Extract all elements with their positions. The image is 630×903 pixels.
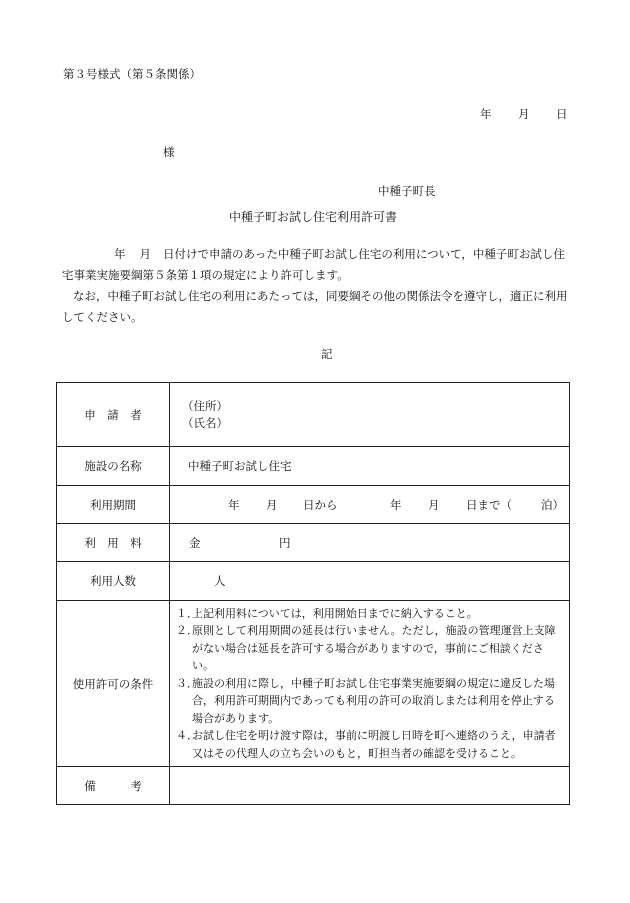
condition-text: 原則として利用期間の延長は行いません。ただし，施設の管理運営上支障がない場合は延長を許可する場合がありますので，事前にご相談ください。 — [192, 624, 556, 673]
date-day-label: 日 — [556, 107, 568, 121]
fee-suffix: 円 — [279, 536, 291, 550]
remarks-label: 備 考 — [57, 767, 170, 805]
permit-details-table — [56, 382, 570, 805]
fee-label: 利 用 料 — [57, 524, 170, 562]
facility-label: 施設の名称 — [57, 447, 170, 486]
period-nights: 泊） — [541, 498, 564, 512]
body-paragraph-2: なお，中種子町お試し住宅の利用にあたっては，同要綱その他の関係法令を遵守し，適正に利用してください。 — [62, 289, 568, 324]
people-suffix: 人 — [214, 574, 226, 588]
applicant-address: （住所） — [182, 398, 228, 413]
condition-number: ２． — [176, 624, 198, 638]
period-label: 利用期間 — [57, 486, 170, 524]
document-title: 中種子町お試し住宅利用許可書 — [229, 210, 398, 224]
fee-row — [57, 524, 570, 562]
addressee-suffix: 様 — [163, 145, 175, 159]
date-month-label: 月 — [518, 107, 530, 121]
applicant-name: （氏名） — [182, 415, 228, 430]
condition-item — [174, 622, 563, 675]
paragraph-1-text: 日付けで申請のあった中種子町お試し住宅の利用について，中種子町お試し住宅事業実施要綱第５条第１項の規定により許可します。 — [62, 247, 565, 282]
facility-value: 中種子町お試し住宅 — [170, 447, 570, 486]
period-cell — [170, 486, 570, 524]
remarks-row — [57, 767, 570, 805]
fee-cell — [170, 524, 570, 562]
period-year-2: 年 — [390, 498, 402, 512]
period-month-2: 月 — [428, 498, 440, 512]
condition-text: 上記利用料については，利用開始日までに納入すること。 — [192, 606, 478, 620]
condition-number: ４． — [176, 729, 198, 743]
condition-item — [174, 605, 563, 623]
body-paragraph-1 — [62, 244, 568, 286]
period-month-1: 月 — [266, 498, 278, 512]
applicant-row — [57, 383, 570, 447]
form-number: 第３号様式（第５条関係） — [63, 67, 201, 81]
condition-number: ３． — [176, 676, 198, 690]
issuer-name: 中種子町長 — [378, 184, 436, 198]
condition-number: １． — [176, 606, 198, 620]
conditions-label: 使用許可の条件 — [57, 601, 170, 767]
period-day-to: 日まで（ — [466, 498, 512, 512]
condition-text: お試し住宅を明け渡す際は，事前に明渡し日時を町へ連絡のうえ，申請者又はその代理人の立ち会いのもと，町担当者の確認を受けること。 — [192, 729, 556, 760]
people-row — [57, 562, 570, 601]
condition-item — [174, 675, 563, 728]
fee-prefix: 金 — [189, 536, 201, 550]
conditions-cell — [170, 601, 570, 767]
date-year-label: 年 — [480, 107, 492, 121]
people-cell — [170, 562, 570, 601]
period-row — [57, 486, 570, 524]
applicant-cell — [170, 383, 570, 447]
period-day-from: 日から — [303, 498, 338, 512]
ki-heading: 記 — [321, 347, 333, 361]
blank-year: 年 — [114, 247, 126, 261]
condition-item — [174, 727, 563, 762]
condition-text: 施設の利用に際し，中種子町お試し住宅事業実施要綱の規定に違反した場合，利用許可期間内であっても利用の許可の取消しまたは利用を停止する場合があります。 — [192, 676, 555, 725]
applicant-label: 申 請 者 — [57, 383, 170, 447]
conditions-row — [57, 601, 570, 767]
blank-month: 月 — [139, 247, 151, 261]
people-label: 利用人数 — [57, 562, 170, 601]
facility-row — [57, 447, 570, 486]
period-year-1: 年 — [228, 498, 240, 512]
remarks-value — [170, 767, 570, 805]
